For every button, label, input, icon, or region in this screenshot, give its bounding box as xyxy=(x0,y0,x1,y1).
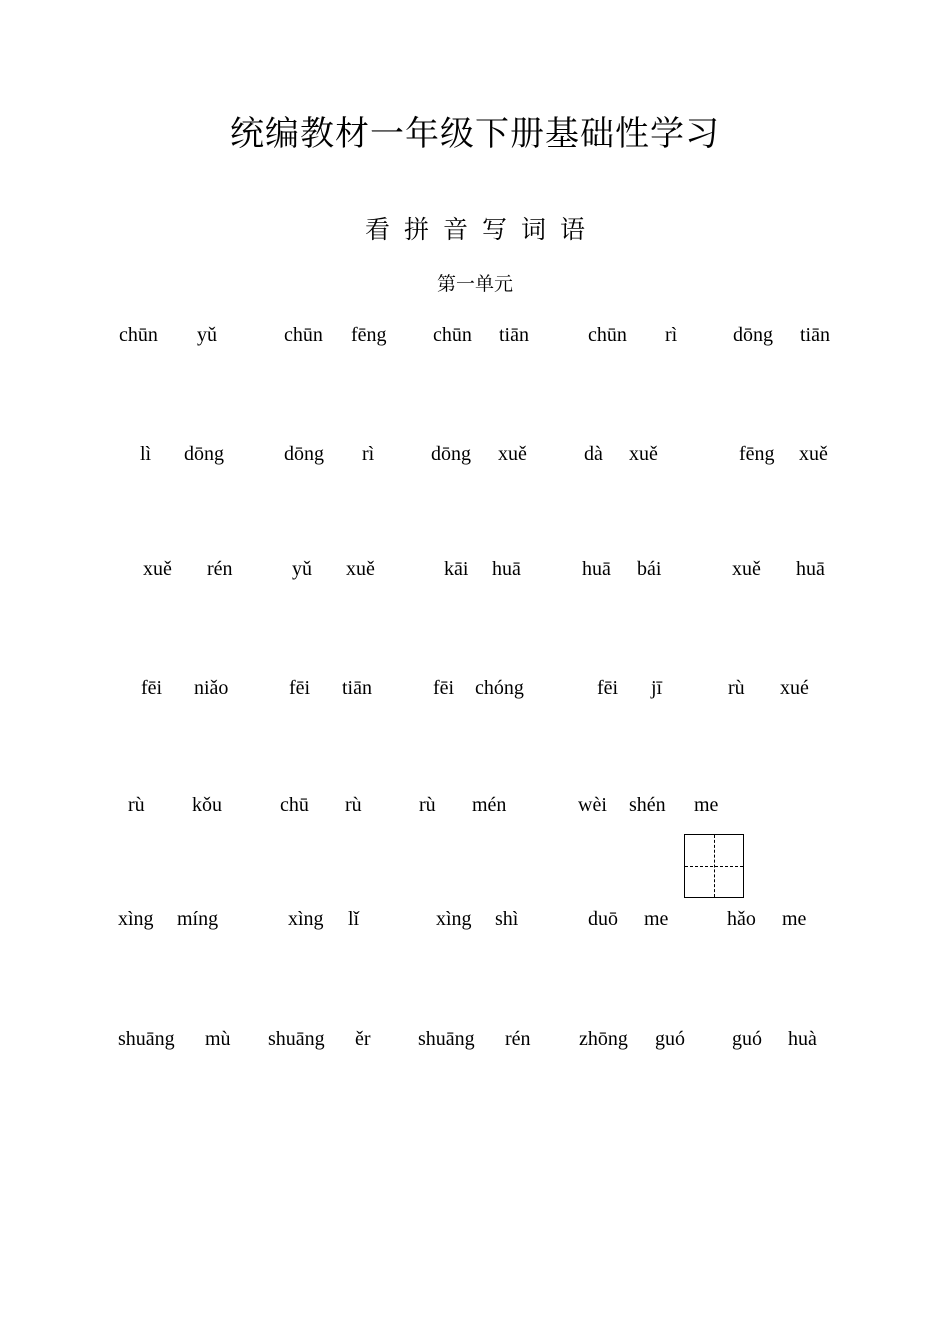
pinyin-syllable: dōng xyxy=(184,443,224,465)
pinyin-syllable: jī xyxy=(651,677,663,699)
pinyin-syllable: kāi xyxy=(444,558,469,580)
pinyin-syllable: xìng xyxy=(436,908,472,930)
pinyin-syllable: xué xyxy=(780,677,809,699)
pinyin-syllable: chóng xyxy=(475,677,524,699)
unit-title: 第一单元 xyxy=(436,273,513,295)
pinyin-syllable: xuě xyxy=(346,558,375,580)
pinyin-syllable: guó xyxy=(732,1028,762,1050)
pinyin-syllable: shuāng xyxy=(118,1028,175,1050)
pinyin-syllable: shuāng xyxy=(268,1028,325,1050)
pinyin-syllable: fēng xyxy=(739,443,775,465)
pinyin-syllable: tiān xyxy=(800,324,830,346)
pinyin-syllable: fēi xyxy=(597,677,619,699)
pinyin-syllable: xuě xyxy=(732,558,761,580)
pinyin-syllable: chūn xyxy=(284,324,323,346)
pinyin-syllable: xuě xyxy=(498,443,527,465)
pinyin-syllable: niǎo xyxy=(194,677,229,699)
pinyin-syllable: zhōng xyxy=(579,1028,628,1050)
pinyin-syllable: rén xyxy=(505,1028,531,1050)
pinyin-syllable: bái xyxy=(637,558,662,580)
pinyin-syllable: chūn xyxy=(588,324,627,346)
pinyin-syllable: huā xyxy=(796,558,825,580)
pinyin-syllable: kǒu xyxy=(192,794,222,816)
pinyin-syllable: míng xyxy=(177,908,219,930)
pinyin-syllable: shì xyxy=(495,908,519,930)
pinyin-syllable: rì xyxy=(362,443,375,465)
pinyin-syllable: fēng xyxy=(351,324,387,346)
pinyin-syllable: xìng xyxy=(118,908,154,930)
pinyin-syllable: mù xyxy=(205,1028,231,1050)
pinyin-syllable: shuāng xyxy=(418,1028,475,1050)
pinyin-syllable: chūn xyxy=(433,324,472,346)
pinyin-syllable: rù xyxy=(728,677,745,699)
pinyin-syllable: huā xyxy=(582,558,611,580)
pinyin-syllable: rù xyxy=(345,794,362,816)
pinyin-syllable: me xyxy=(644,908,669,930)
pinyin-syllable: tiān xyxy=(342,677,372,699)
pinyin-syllable: guó xyxy=(655,1028,685,1050)
pinyin-syllable: xuě xyxy=(799,443,828,465)
pinyin-syllable: dōng xyxy=(284,443,324,465)
pinyin-syllable: chū xyxy=(280,794,309,816)
pinyin-syllable: fēi xyxy=(289,677,311,699)
pinyin-syllable: dōng xyxy=(431,443,471,465)
pinyin-syllable: dà xyxy=(584,443,603,465)
pinyin-syllable: lǐ xyxy=(348,908,360,930)
pinyin-syllable: rì xyxy=(665,324,678,346)
pinyin-syllable: ěr xyxy=(355,1028,371,1050)
pinyin-syllable: yǔ xyxy=(197,324,217,346)
pinyin-syllable: hǎo xyxy=(727,908,756,930)
pinyin-syllable: fēi xyxy=(141,677,163,699)
pinyin-syllable: fēi xyxy=(433,677,455,699)
pinyin-syllable: xuě xyxy=(629,443,658,465)
pinyin-syllable: rù xyxy=(128,794,145,816)
pinyin-syllable: lì xyxy=(140,443,152,465)
section-title: 看拼音写词语 xyxy=(364,215,599,244)
pinyin-syllable: chūn xyxy=(119,324,158,346)
pinyin-syllable: yǔ xyxy=(292,558,312,580)
pinyin-syllable: me xyxy=(782,908,807,930)
pinyin-syllable: xuě xyxy=(143,558,172,580)
tian-zi-ge-grid-icon xyxy=(684,834,744,898)
pinyin-syllable: mén xyxy=(472,794,507,816)
pinyin-syllable: shén xyxy=(629,794,666,816)
pinyin-syllable: dōng xyxy=(733,324,773,346)
grid-horizontal-guide xyxy=(685,866,743,867)
pinyin-syllable: duō xyxy=(588,908,618,930)
pinyin-syllable: rén xyxy=(207,558,233,580)
pinyin-syllable: me xyxy=(694,794,719,816)
pinyin-syllable: huà xyxy=(788,1028,817,1050)
document-title: 统编教材一年级下册基础性学习 xyxy=(230,114,720,154)
pinyin-syllable: rù xyxy=(419,794,436,816)
pinyin-syllable: huā xyxy=(492,558,521,580)
pinyin-syllable: wèi xyxy=(578,794,607,816)
pinyin-syllable: xìng xyxy=(288,908,324,930)
pinyin-syllable: tiān xyxy=(499,324,529,346)
